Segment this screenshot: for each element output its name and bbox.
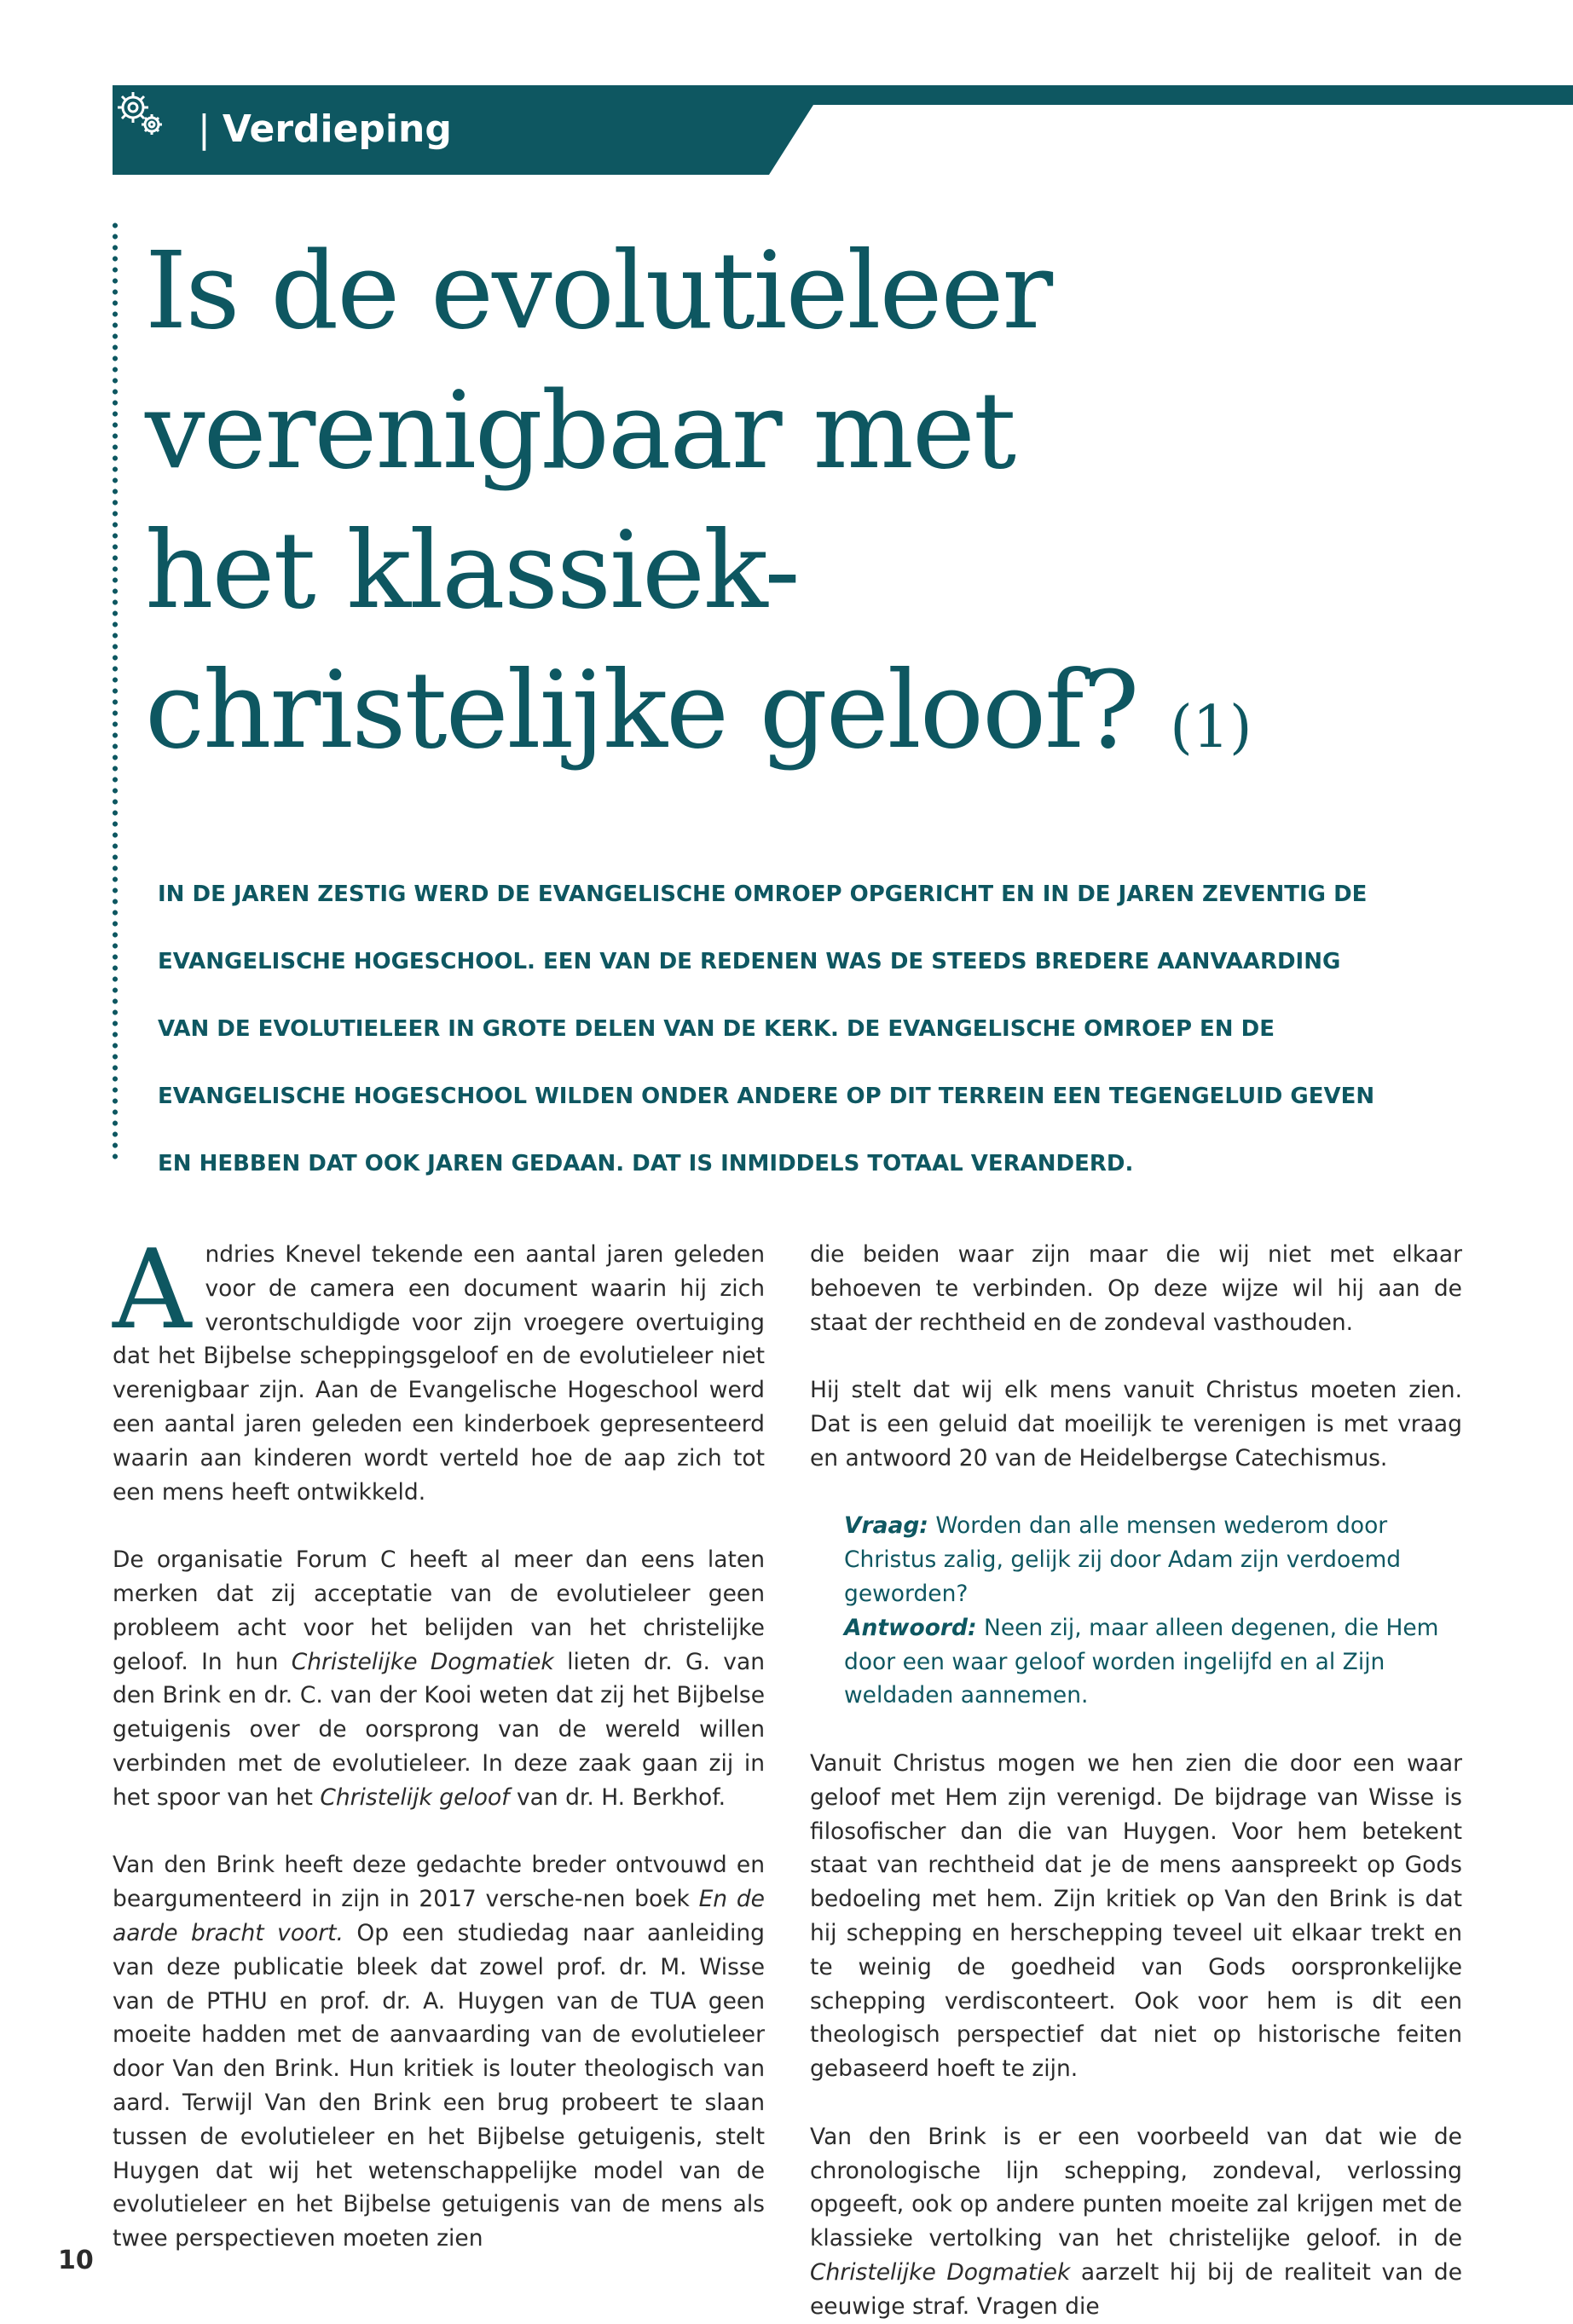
- section-banner: [113, 85, 1573, 175]
- paragraph-text: ndries Knevel tekende een aantal jaren geleden voor de camera een document waarin hij zich verontschuldigde voor zijn vroegere overtuiging dat het Bijbelse scheppingsgeloof en de evolutieleer niet verenigbaar zijn. Aan de Evangelische Hogeschool werd een aantal jaren geleden een kinderboek gepresenteerd waarin aan kinderen wordt verteld hoe de aap zich tot een mens heeft ontwikkeld.: [113, 1241, 765, 1506]
- dotted-rule: [113, 220, 118, 1162]
- body-column-left: [113, 1227, 766, 2256]
- book-title: Christelijk geloof: [320, 1783, 510, 1811]
- title-line: verenigbaar met: [145, 369, 1015, 493]
- gears-icon: [113, 85, 169, 142]
- article-title: [145, 222, 1381, 798]
- drop-cap: A: [113, 1227, 192, 1354]
- paragraph-text: De organisatie Forum C heeft al meer dan eens laten merken dat zij acceptatie van de evolutieleer geen probleem acht voor het belijden van het christelijke geloof. In hun: [113, 1546, 765, 1675]
- book-title: En de aarde bracht voort.: [113, 1886, 765, 1946]
- part-number: (1): [1170, 694, 1252, 761]
- paragraph-text: Van den Brink heeft deze gedachte breder ontvouwd en beargumenteerd in zijn in 2017 versche-nen boek: [113, 1852, 765, 1913]
- title-line: Is de evolutieleer: [145, 229, 1052, 353]
- body-column-right: [810, 1238, 1462, 2324]
- paragraph-text: Op een studiedag naar aanleiding van deze publicatie bleek dat zowel prof. dr. M. Wisse van de PTHU en prof. dr. A. Huygen van de TUA geen moeite hadden met de aanvaarding van de evolutieleer door Van den Brink. Hun kritiek is louter theologisch van aard. Terwijl Van den Brink een brug probeert te slaan tussen de evolutieleer en het Bijbelse getuigenis, stelt Huygen dat wij het wetenschappelijke model van de evolutieleer en het Bijbelse getuigenis van de mens als twee perspectieven moeten zien: [113, 1919, 766, 2252]
- title-line: christelijke geloof?: [145, 649, 1138, 772]
- section-label: [198, 104, 452, 155]
- section-separator: |: [198, 107, 211, 151]
- paragraph: [113, 1848, 765, 2256]
- paragraph: die beiden waar zijn maar die wij niet met elkaar behoeven te verbinden. Op deze wijze wil hij aan de staat der rechtheid en de zondeval vasthouden.: [810, 1241, 1462, 1336]
- intro-lead: IN DE JAREN ZESTIG WERD DE EVANGELISCHE OMROEP OPGERICHT EN IN DE JAREN ZEVENTIG DE EVANGELISCHE HOGESCHOOL. EEN VAN DE REDENEN WAS DE STEEDS BREDERE AANVAARDING VAN DE EVOLUTIELEER IN GROTE DELEN VAN DE KERK. DE EVANGELISCHE OMROEP EN DE EVANGELISCHE HOGESCHOOL WILDEN ONDER ANDERE OP DIT TERREIN EEN TEGENGELUID GEVEN EN HEBBEN DAT OOK JAREN GEDAAN. DAT IS INMIDDELS TOTAAL VERANDERD.: [158, 882, 1375, 1176]
- answer-label: Antwoord:: [844, 1614, 977, 1641]
- section-title: Verdieping: [222, 107, 452, 151]
- book-title: Christelijke Dogmatiek: [810, 2258, 1071, 2286]
- page-number: 10: [58, 2246, 94, 2275]
- paragraph: [113, 1543, 765, 1814]
- paragraph-text: van dr. H. Berkhof.: [509, 1783, 726, 1811]
- question-label: Vraag:: [844, 1512, 928, 1540]
- question-text: Worden dan alle mensen wederom door Christus zalig, gelijk zij door Adam zijn verdoemd geworden?: [844, 1512, 1402, 1607]
- paragraph-text: Van den Brink is er een voorbeeld van dat wie de chronologische lijn schepping, zondeval, verlossing opgeeft, ook op andere punten moeite zal krijgen met de klassieke vertolking van het christelijke geloof. in de: [810, 2123, 1462, 2252]
- paragraph: [113, 1227, 765, 1509]
- answer-text: Neen zij, maar alleen degenen, die Hem door een waar geloof worden ingelijfd en al Zijn weldaden aannemen.: [844, 1614, 1439, 1709]
- title-line: het klassiek-: [145, 509, 799, 633]
- paragraph-text: lieten dr. G. van den Brink en dr. C. van der Kooi weten dat zij het Bijbelse getuigenis over de oorsprong van de wereld willen verbinden met de evolutieleer. In deze zaak gaan zij in het spoor van het: [113, 1648, 765, 1811]
- title-line-last: [145, 641, 1381, 798]
- paragraph: [810, 2120, 1462, 2324]
- catechism-quote: [844, 1509, 1462, 1713]
- paragraph: Hij stelt dat wij elk mens vanuit Christus moeten zien. Dat is een geluid dat moeilijk te verenigen is met vraag en antwoord 20 van de Heidelbergse Catechismus.: [810, 1377, 1462, 1471]
- book-title: Christelijke Dogmatiek: [291, 1648, 554, 1675]
- paragraph-text: aarzelt hij bij de realiteit van de eeuwige straf. Vragen die: [810, 2258, 1462, 2320]
- paragraph: Vanuit Christus mogen we hen zien die door een waar geloof met Hem zijn verenigd. De bijdrage van Wisse is filosofischer dan die van Huygen. Voor hem betekent staat van rechtheid dat je de mens aanspreekt op Gods bedoeling met hem. Zijn kritiek op Van den Brink is dat hij schepping en herschepping teveel uit elkaar trekt en te weinig de goedheid van Gods oorspronkelijke schepping verdisconteert. Ook voor hem is dit een theologisch perspectief dat niet op historische feiten gebaseerd hoeft te zijn.: [810, 1749, 1462, 2083]
